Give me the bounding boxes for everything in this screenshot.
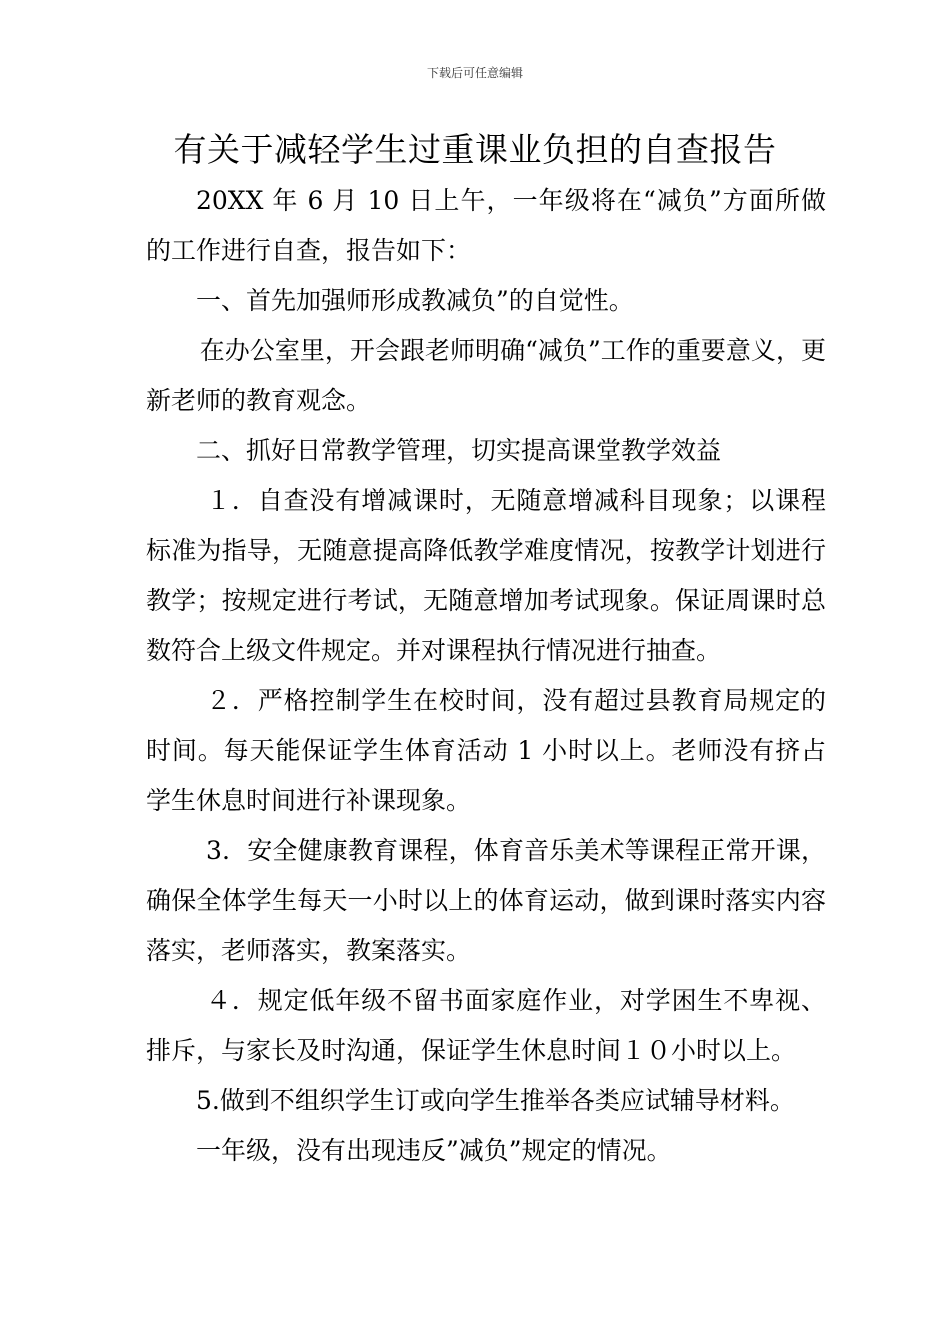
paragraph-section-one-heading: 一、首先加强师形成教减负”的自觉性。 [196, 286, 634, 315]
paragraph-item-5: 5.做到不组织学生订或向学生推举各类应试辅导材料。 [196, 1086, 795, 1115]
paragraph-conclusion: 一年级，没有出现违反”减负”规定的情况。 [196, 1136, 672, 1165]
paragraph-item-2: ２．严格控制学生在校时间，没有超过县教育局规定的时间。每天能保证学生体育活动 1 小时以上。老师没有挤占学生休息时间进行补课现象。 [146, 686, 826, 815]
paragraph-intro: 20XX 年 6 月 10 日上午，一年级将在“减负”方面所做的工作进行自查，报告如下： [146, 186, 826, 265]
header-note: 下载后可任意编辑 [426, 66, 523, 80]
paragraph-item-1: １．自查没有增减课时，无随意增减科目现象；以课程标准为指导，无随意提高降低教学难度情况，按教学计划进行教学；按规定进行考试，无随意增加考试现象。保证周课时总数符合上级文件规定。并对课程执行情况进行抽查。 [146, 486, 826, 665]
paragraph-item-4: ４．规定低年级不留书面家庭作业，对学困生不卑视、排斥，与家长及时沟通，保证学生休息时间１０小时以上。 [146, 986, 826, 1065]
document-body [146, 176, 826, 1176]
document-title: 有关于减轻学生过重课业负担的自查报告 [173, 130, 777, 169]
paragraph-section-two-heading: 二、抓好日常教学管理，切实提高课堂教学效益 [196, 436, 722, 465]
paragraph-item-3: 3．安全健康教育课程，体育音乐美术等课程正常开课，确保全体学生每天一小时以上的体育运动，做到课时落实内容落实，老师落实，教案落实。 [146, 836, 826, 965]
paragraph-section-one-body: 在办公室里，开会跟老师明确“减负”工作的重要意义，更新老师的教育观念。 [146, 336, 826, 415]
